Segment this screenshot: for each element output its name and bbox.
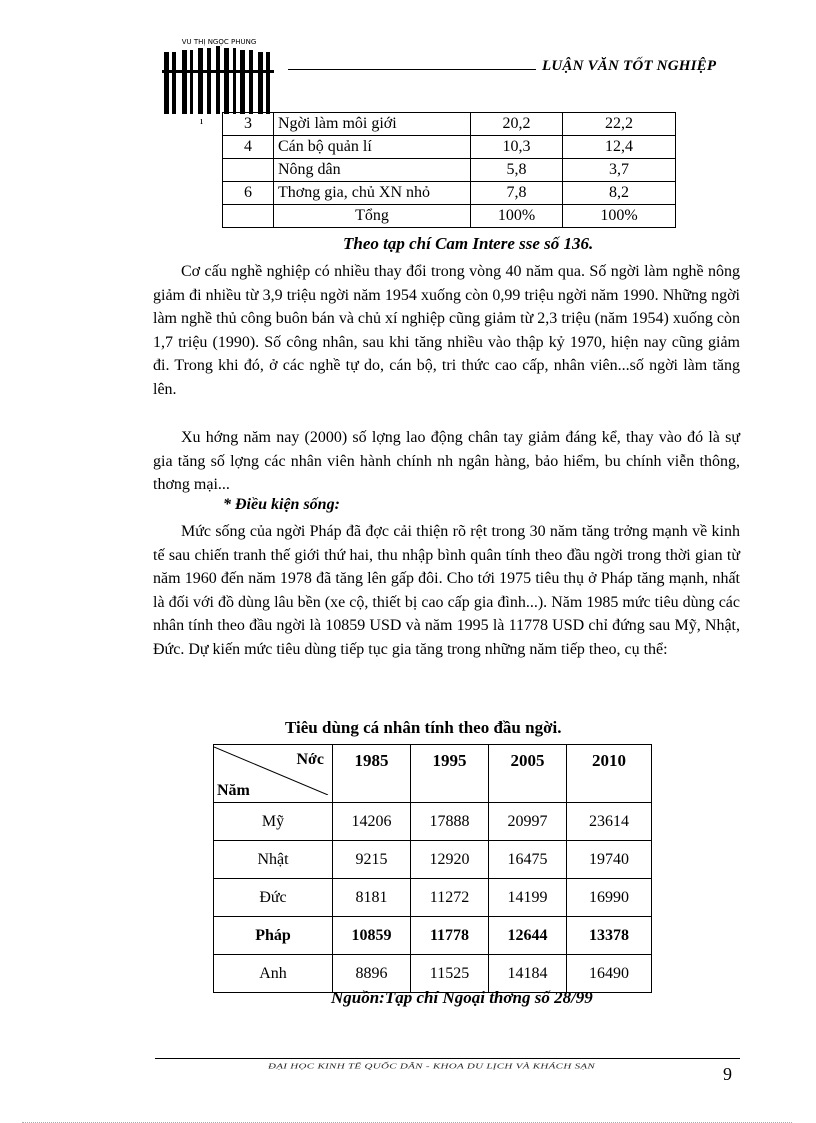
consumption-table: [213, 744, 652, 993]
table2-value: 14206: [333, 803, 411, 841]
table2-value: 19740: [567, 841, 652, 879]
table2-header-row: [214, 745, 652, 803]
table2-value: 9215: [333, 841, 411, 879]
table2-value: 14199: [489, 879, 567, 917]
table2-corner-cell: Nớc Năm: [214, 745, 333, 803]
table1-cell-name: Thơng gia, chủ XN nhỏ: [274, 182, 471, 205]
table2-value: 11272: [411, 879, 489, 917]
table2-row: [214, 955, 652, 993]
table1-cell-v1: 10,3: [471, 136, 563, 159]
header-rule: [288, 69, 536, 70]
table1-row: [223, 136, 676, 159]
table2-country: Mỹ: [214, 803, 333, 841]
paragraph-trend: Xu hớng năm nay (2000) số lợng lao động chân tay giảm đáng kể, thay vào đó là sự gia tăng số lợng các nhân viên hành chính nh ngân hàng, bảo hiểm, bu chính viễn thông, thơng mại...: [153, 429, 740, 493]
table1-row: [223, 113, 676, 136]
table2-value: 12644: [489, 917, 567, 955]
table2-title: Tiêu dùng cá nhân tính theo đầu ngời.: [285, 718, 562, 737]
table2-country: Nhật: [214, 841, 333, 879]
occupation-table: [222, 112, 676, 228]
table2-year-header: 2005: [489, 745, 567, 803]
table1-row: [223, 159, 676, 182]
table2-country: Anh: [214, 955, 333, 993]
table2-country: Đức: [214, 879, 333, 917]
table1-cell-name: Tổng: [274, 205, 471, 228]
table2-row: [214, 803, 652, 841]
author-logo: [160, 38, 278, 118]
table2-value: 23614: [567, 803, 652, 841]
table2-value: 16990: [567, 879, 652, 917]
table2-row: [214, 917, 652, 955]
table2-value: 8896: [333, 955, 411, 993]
table1-cell-v1: 7,8: [471, 182, 563, 205]
footer-text: ĐẠI HỌC KINH TẾ QUỐC DÂN - KHOA DU LỊCH VÀ KHÁCH SẠN: [268, 1062, 596, 1071]
table2-value: 10859: [333, 917, 411, 955]
table1-cell-no: 4: [223, 136, 274, 159]
table1-row: [223, 182, 676, 205]
table2-row: [214, 841, 652, 879]
table1-cell-no: [223, 159, 274, 182]
table1-cell-v2: 22,2: [563, 113, 676, 136]
table2-value: 20997: [489, 803, 567, 841]
table1-cell-name: Ngời làm môi giới: [274, 113, 471, 136]
margin-mark: ı: [200, 115, 204, 127]
table2-value: 17888: [411, 803, 489, 841]
svg-text:VŨ THỊ NGỌC PHÙNG: VŨ THỊ NGỌC PHÙNG: [181, 38, 257, 46]
table2-value: 16475: [489, 841, 567, 879]
table1-cell-v2: 3,7: [563, 159, 676, 182]
table2-value: 14184: [489, 955, 567, 993]
table2-value: 13378: [567, 917, 652, 955]
table2-country: Pháp: [214, 917, 333, 955]
paragraph-occupation: Cơ cấu nghề nghiệp có nhiều thay đổi trong vòng 40 năm qua. Số ngời làm nghề nông giảm đi nhiều từ 3,9 triệu ngời năm 1954 xuống còn 0,99 triệu ngời năm 1990. Những ngời làm nghề thủ công buôn bán và chủ xí nghiệp cũng giảm từ 2,3 triệu (năm 1954) xuống còn 1,7 triệu (1990). Số công nhân, sau khi tăng nhiều vào thập kỷ 1970, hiện nay cũng giảm đi. Trong khi đó, ở các nghề tự do, cán bộ, tri thức cao cấp, nhân viên...số ngời làm tăng lên.: [153, 263, 740, 398]
table2-value: 12920: [411, 841, 489, 879]
table1-cell-name: Nông dân: [274, 159, 471, 182]
table2-year-header: 2010: [567, 745, 652, 803]
table1-cell-v1: 20,2: [471, 113, 563, 136]
table2-value: 11525: [411, 955, 489, 993]
table1-cell-name: Cán bộ quản lí: [274, 136, 471, 159]
table1-row: [223, 205, 676, 228]
table2-source: Nguồn:Tạp chí Ngoại thơng số 28/99: [331, 988, 593, 1007]
table1-cell-v2: 100%: [563, 205, 676, 228]
table1-cell-no: [223, 205, 274, 228]
table1-source: Theo tạp chí Cam Intere sse số 136.: [343, 234, 594, 253]
subheading-living-conditions: * Điều kiện sống:: [223, 496, 340, 513]
table1-cell-v2: 12,4: [563, 136, 676, 159]
table1-cell-no: 6: [223, 182, 274, 205]
table2-value: 8181: [333, 879, 411, 917]
paragraph-living: Mức sống của ngời Pháp đã đợc cải thiện rõ rệt trong 30 năm tăng trởng mạnh về kinh tế sau chiến tranh thế giới thứ hai, thu nhập bình quân tính theo đầu ngời trong thời gian từ năm 1960 đến năm 1978 đã tăng lên gấp đôi. Cho tới 1975 tiêu thụ ở Pháp tăng mạnh, nhất là đối với đồ dùng lâu bền (xe cộ, thiết bị cao cấp gia đình...). Năm 1985 mức tiêu dùng các nhân tính theo đầu ngời là 10859 USD và năm 1995 là 11778 USD chỉ đứng sau Mỹ, Nhật, Đức. Dự kiến mức tiêu dùng tiếp tục gia tăng trong những năm tiếp theo, cụ thể:: [153, 523, 740, 658]
table2-year-header: 1995: [411, 745, 489, 803]
table1-cell-no: 3: [223, 113, 274, 136]
table2-value: 16490: [567, 955, 652, 993]
page-number: 9: [723, 1064, 732, 1084]
table1-cell-v2: 8,2: [563, 182, 676, 205]
table2-value: 11778: [411, 917, 489, 955]
footer-rule: [155, 1058, 740, 1059]
table2-row: [214, 879, 652, 917]
header-title: LUẬN VĂN TỐT NGHIỆP: [542, 58, 717, 74]
table1-cell-v1: 100%: [471, 205, 563, 228]
table1-cell-v1: 5,8: [471, 159, 563, 182]
table2-year-header: 1985: [333, 745, 411, 803]
